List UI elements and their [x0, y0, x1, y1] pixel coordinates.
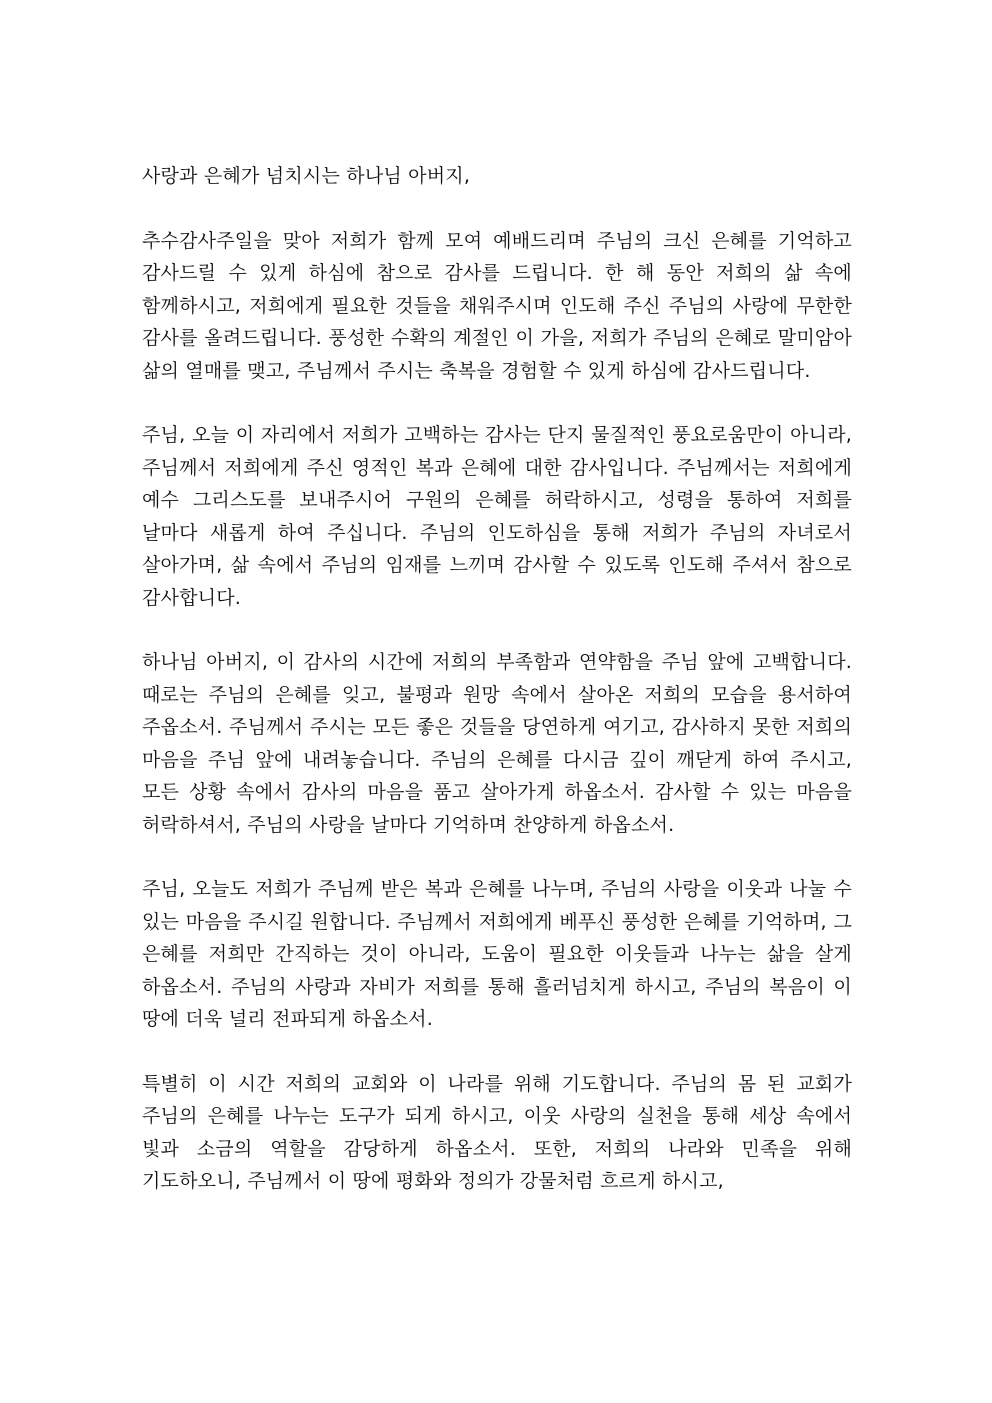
paragraph-1: 추수감사주일을 맞아 저희가 함께 모여 예배드리며 주님의 크신 은혜를 기억하고 감사드릴 수 있게 하심에 참으로 감사를 드립니다. 한 해 동안 저희의 삶 속에 함께하시고, 저희에게 필요한 것들을 채워주시며 인도해 주신 주님의 사랑에 무한한 감사를 올려드립니다. 풍성한 수확의 계절인 이 가을, 저희가 주님의 은혜로 말미암아 삶의 열매를 맺고, 주님께서 주시는 축복을 경험할 수 있게 하심에 감사드립니다.: [142, 229, 852, 382]
paragraph-4: 주님, 오늘도 저희가 주님께 받은 복과 은혜를 나누며, 주님의 사랑을 이웃과 나눌 수 있는 마음을 주시길 원합니다. 주님께서 저희에게 베푸신 풍성한 은혜를 기억하며, 그 은혜를 저희만 간직하는 것이 아니라, 도움이 필요한 이웃들과 나누는 삶을 살게 하옵소서. 주님의 사랑과 자비가 저희를 통해 흘러넘치게 하시고, 주님의 복음이 이 땅에 더욱 널리 전파되게 하옵소서.: [142, 878, 852, 1030]
greeting-line: 사랑과 은혜가 넘치시는 하나님 아버지,: [142, 165, 471, 187]
paragraph-2: 주님, 오늘 이 자리에서 저희가 고백하는 감사는 단지 물질적인 풍요로움만이 아니라, 주님께서 저희에게 주신 영적인 복과 은혜에 대한 감사입니다. 주님께서는 저희에게 예수 그리스도를 보내주시어 구원의 은혜를 허락하시고, 성령을 통하여 저희를 날마다 새롭게 하여 주십니다. 주님의 인도하심을 통해 저희가 주님의 자녀로서 살아가며, 삶 속에서 주님의 임재를 느끼며 감사할 수 있도록 인도해 주셔서 참으로 감사합니다.: [142, 424, 852, 609]
paragraph-3: 하나님 아버지, 이 감사의 시간에 저희의 부족함과 연약함을 주님 앞에 고백합니다. 때로는 주님의 은혜를 잊고, 불평과 원망 속에서 살아온 저희의 모습을 용서하여 주옵소서. 주님께서 주시는 모든 좋은 것들을 당연하게 여기고, 감사하지 못한 저희의 마음을 주님 앞에 내려놓습니다. 주님의 은혜를 다시금 깊이 깨닫게 하여 주시고, 모든 상황 속에서 감사의 마음을 품고 살아가게 하옵소서. 감사할 수 있는 마음을 허락하셔서, 주님의 사랑을 날마다 기억하며 찬양하게 하옵소서.: [142, 651, 852, 836]
prayer-text: [142, 160, 852, 1198]
paragraph-5: 특별히 이 시간 저희의 교회와 이 나라를 위해 기도합니다. 주님의 몸 된 교회가 주님의 은혜를 나누는 도구가 되게 하시고, 이웃 사랑의 실천을 통해 세상 속에서 빛과 소금의 역할을 감당하게 하옵소서. 또한, 저희의 나라와 민족을 위해 기도하오니, 주님께서 이 땅에 평화와 정의가 강물처럼 흐르게 하시고,: [142, 1072, 852, 1192]
